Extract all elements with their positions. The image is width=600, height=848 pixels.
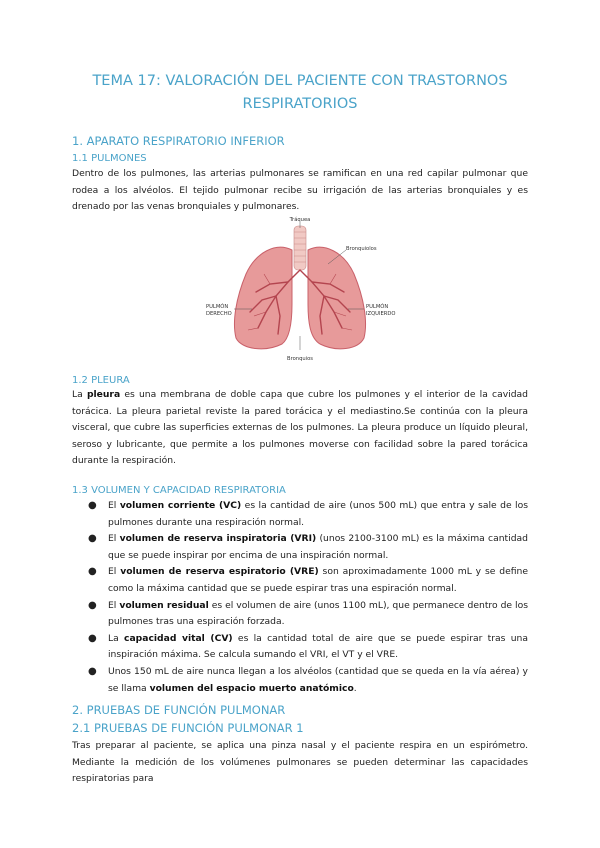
bullet-icon: ● [88,500,97,511]
bullet-text: El [108,599,120,611]
list-item [72,498,528,531]
pleura-text-c: es una membrana de doble capa que cubre los pulmones y el interior de la cavidad torácica. La pleura parietal reviste la pared torácica y el mediastino.Se continúa con la pleura visceral, que cubre las superficies externas de los pulmones. La pleura produce un líquido pleural, seroso y lubricante, que permite a los pulmones moverse con facilidad sobre la pared torácica durante la respiración. [72,389,528,467]
section-heading-pruebas: 2. PRUEBAS DE FUNCIÓN PULMONAR [72,703,286,717]
list-item [72,598,528,631]
document-title [72,70,528,116]
bullet-icon: ● [88,632,97,644]
label-trachea: Tráquea [289,217,311,223]
bullet-term: volumen residual [119,599,209,611]
volume-bullet-list [72,498,528,697]
lungs-diagram [196,212,404,364]
subheading-volumen: 1.3 VOLUMEN Y CAPACIDAD RESPIRATORIA [72,485,286,496]
paragraph-pulmones: Dentro de los pulmones, las arterias pulmonares se ramifican en una red capilar pulmonar que rodea a los alvéolos. El tejido pulmonar recibe su irrigación de las arterias bronquiales y es drenado por las venas bronquiales y pulmonares. [72,168,528,213]
list-item [72,664,528,697]
subheading-pleura: 1.2 PLEURA [72,375,130,386]
lungs-illustration [196,212,404,364]
bullet-text: es la cantidad total de aire que se puede espirar tras una inspiración máxima. Se calcula sumando el VRI, el VT y el VRE. [108,632,528,661]
bullet-icon: ● [88,599,97,611]
label-left-lung-1: PULMÓN [366,304,389,310]
list-item [72,631,528,664]
subheading-pruebas-1: 2.1 PRUEBAS DE FUNCIÓN PULMONAR 1 [72,721,304,735]
paragraph-pleura [72,387,528,470]
bullet-text: son aproximadamente 1000 mL y se define como la máxima cantidad que se puede espirar tras una espiración normal. [108,566,528,594]
label-right-lung-2: DERECHO [206,311,232,317]
bullet-text: El [108,533,120,545]
pleura-text-a: La [72,389,87,400]
bullet-term: volumen de reserva inspiratoria (VRI) [119,533,317,545]
paragraph-pruebas: Tras preparar al paciente, se aplica una pinza nasal y el paciente respira en un espirómetro. Mediante la medición de los volúmenes pulmonares se pueden determinar las capacidades respiratorias para [72,740,528,785]
bullet-term: capacidad vital (CV) [124,632,233,644]
bullet-text: El [108,566,121,578]
bullet-text: La [108,632,125,644]
bullet-text: Unos 150 mL de aire nunca llegan a los alvéolos (cantidad que se queda en la vía aérea) y se llama [108,665,528,694]
pleura-term: pleura [86,389,121,400]
bullet-text: es la cantidad de aire (unos 500 mL) que entra y sale de los pulmones durante una respiración normal. [108,500,529,528]
bullet-term: volumen del espacio muerto anatómico [149,682,354,694]
bullet-text: El [108,500,120,511]
section-heading-aparato: 1. APARATO RESPIRATORIO INFERIOR [72,134,285,148]
bullet-text: es el volumen de aire (unos 1100 mL), que permanece dentro de los pulmones tras una espiración forzada. [108,599,528,628]
bullet-term: volumen de reserva espiratorio (VRE) [120,566,319,578]
label-bronchioles: Bronquiolos [346,246,377,252]
bullet-text: . [353,682,357,694]
label-bronchi: Bronquios [287,356,313,362]
title-line-2: RESPIRATORIOS [242,96,358,112]
list-item [72,531,528,564]
label-left-lung-2: IZQUIERDO [366,311,396,317]
list-item [72,564,528,597]
title-line-1: TEMA 17: VALORACIÓN DEL PACIENTE CON TRASTORNOS [92,73,508,89]
bullet-term: volumen corriente (VC) [119,500,242,511]
bullet-icon: ● [88,566,97,578]
bullet-icon: ● [88,533,97,545]
bullet-icon: ● [88,665,97,677]
bullet-text: (unos 2100-3100 mL) es la máxima cantidad que se puede inspirar por encima de una inspiración normal. [108,533,528,561]
label-right-lung-1: PULMÓN [206,304,229,310]
subheading-pulmones: 1.1 PULMONES [72,153,147,164]
